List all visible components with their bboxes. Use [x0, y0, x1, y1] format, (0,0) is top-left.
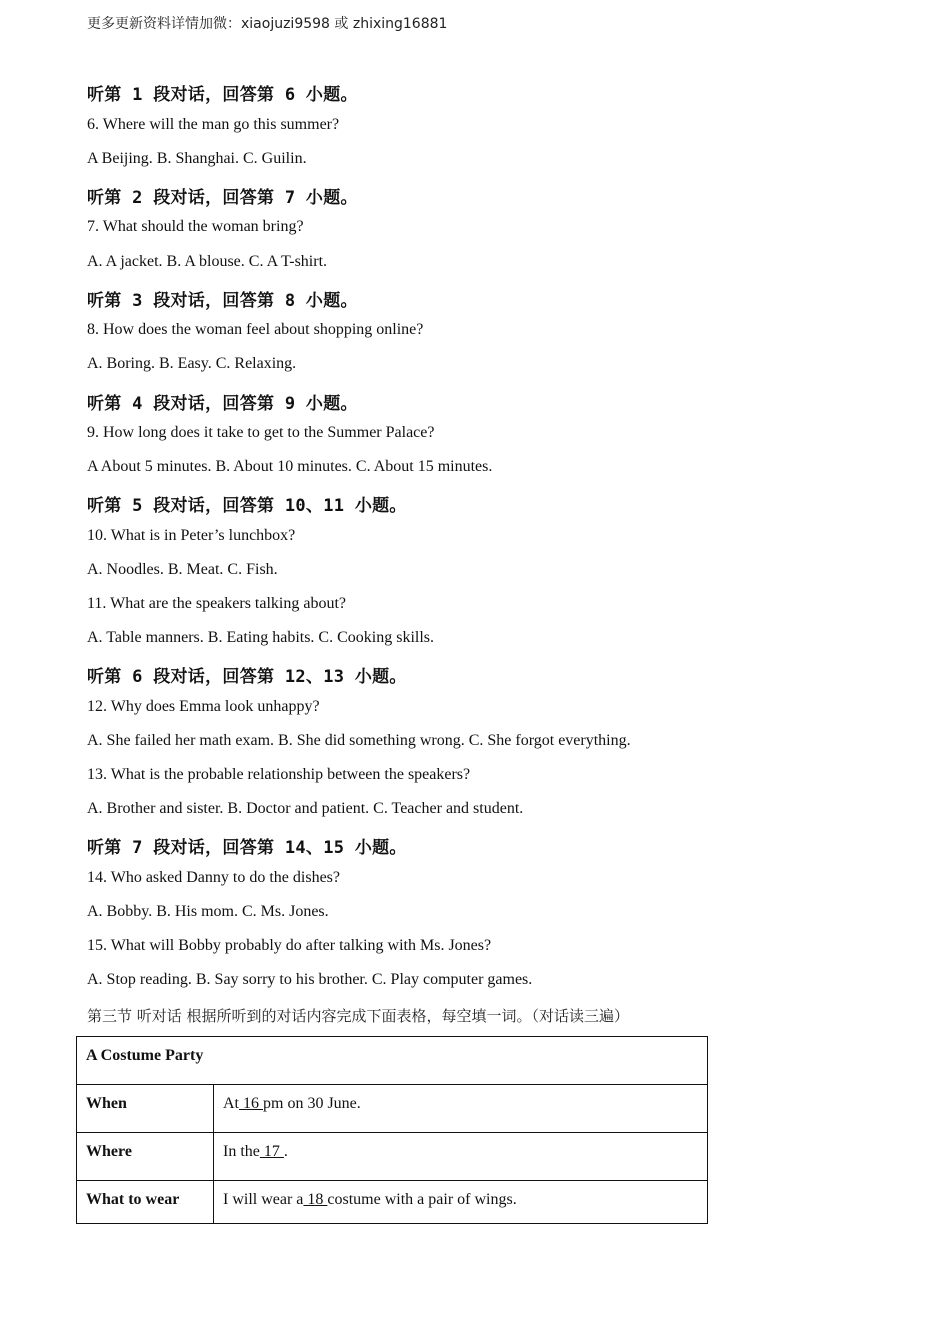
row-label-what-to-wear: What to wear [77, 1181, 214, 1224]
section-heading: 听第 1 段对话，回答第 6 小题。 [87, 85, 358, 105]
answer-options: A. Bobby. B. His mom. C. Ms. Jones. [87, 903, 329, 920]
question-text: 10. What is in Peter’s lunchbox? [87, 527, 296, 544]
table-title: A Costume Party [77, 1037, 708, 1085]
row-label-where: Where [77, 1133, 214, 1181]
section-heading: 听第 2 段对话，回答第 7 小题。 [87, 188, 358, 208]
answer-options: A. A jacket. B. A blouse. C. A T-shirt. [87, 253, 328, 270]
answer-options: A. She failed her math exam. B. She did something wrong. C. She forgot everything. [87, 732, 631, 749]
row-value-what-to-wear [214, 1181, 708, 1224]
value-suffix: pm on 30 June. [263, 1095, 361, 1112]
question-text: 8. How does the woman feel about shopping online? [87, 321, 424, 338]
row-value-where [214, 1133, 708, 1181]
answer-options: A. Noodles. B. Meat. C. Fish. [87, 561, 278, 578]
section-heading: 听第 3 段对话，回答第 8 小题。 [87, 291, 358, 311]
section-heading: 听第 5 段对话，回答第 10、11 小题。 [87, 496, 407, 516]
table-row [77, 1181, 708, 1224]
question-text: 7. What should the woman bring? [87, 218, 304, 235]
question-text: 6. Where will the man go this summer? [87, 116, 340, 133]
question-text: 13. What is the probable relationship between the speakers? [87, 766, 471, 783]
question-text: 9. How long does it take to get to the Summer Palace? [87, 424, 435, 441]
value-suffix: . [283, 1143, 288, 1160]
answer-options: A. Boring. B. Easy. C. Relaxing. [87, 355, 297, 372]
section-three-instructions: 第三节 听对话 根据所听到的对话内容完成下面表格，每空填一词。（对话读三遍） [87, 1007, 630, 1025]
answer-options: A. Stop reading. B. Say sorry to his brother. C. Play computer games. [87, 971, 533, 988]
costume-party-table [76, 1036, 708, 1224]
value-prefix: At [223, 1095, 239, 1112]
question-text: 14. Who asked Danny to do the dishes? [87, 869, 340, 886]
answer-options: A Beijing. B. Shanghai. C. Guilin. [87, 150, 307, 167]
question-text: 12. Why does Emma look unhappy? [87, 698, 320, 715]
table-row [77, 1133, 708, 1181]
table-title-row [77, 1037, 708, 1085]
answer-blank-18: 18 [303, 1191, 328, 1208]
question-text: 11. What are the speakers talking about? [87, 595, 347, 612]
answer-options: A About 5 minutes. B. About 10 minutes. C. About 15 minutes. [87, 458, 493, 475]
watermark-text: 更多更新资料详情加微：xiaojuzi9598 或 zhixing16881 [87, 16, 448, 32]
row-label-when: When [77, 1085, 214, 1133]
table-row [77, 1085, 708, 1133]
section-heading: 听第 7 段对话，回答第 14、15 小题。 [87, 838, 407, 858]
section-heading: 听第 4 段对话，回答第 9 小题。 [87, 394, 358, 414]
value-suffix: costume with a pair of wings. [327, 1191, 517, 1208]
answer-options: A. Table manners. B. Eating habits. C. Cooking skills. [87, 629, 435, 646]
answer-blank-16: 16 [239, 1095, 263, 1112]
question-text: 15. What will Bobby probably do after talking with Ms. Jones? [87, 937, 492, 954]
value-prefix: I will wear a [223, 1191, 304, 1208]
row-value-when [214, 1085, 708, 1133]
value-prefix: In the [223, 1143, 260, 1160]
section-heading: 听第 6 段对话，回答第 12、13 小题。 [87, 667, 407, 687]
answer-blank-17: 17 [259, 1143, 284, 1160]
answer-options: A. Brother and sister. B. Doctor and patient. C. Teacher and student. [87, 800, 524, 817]
